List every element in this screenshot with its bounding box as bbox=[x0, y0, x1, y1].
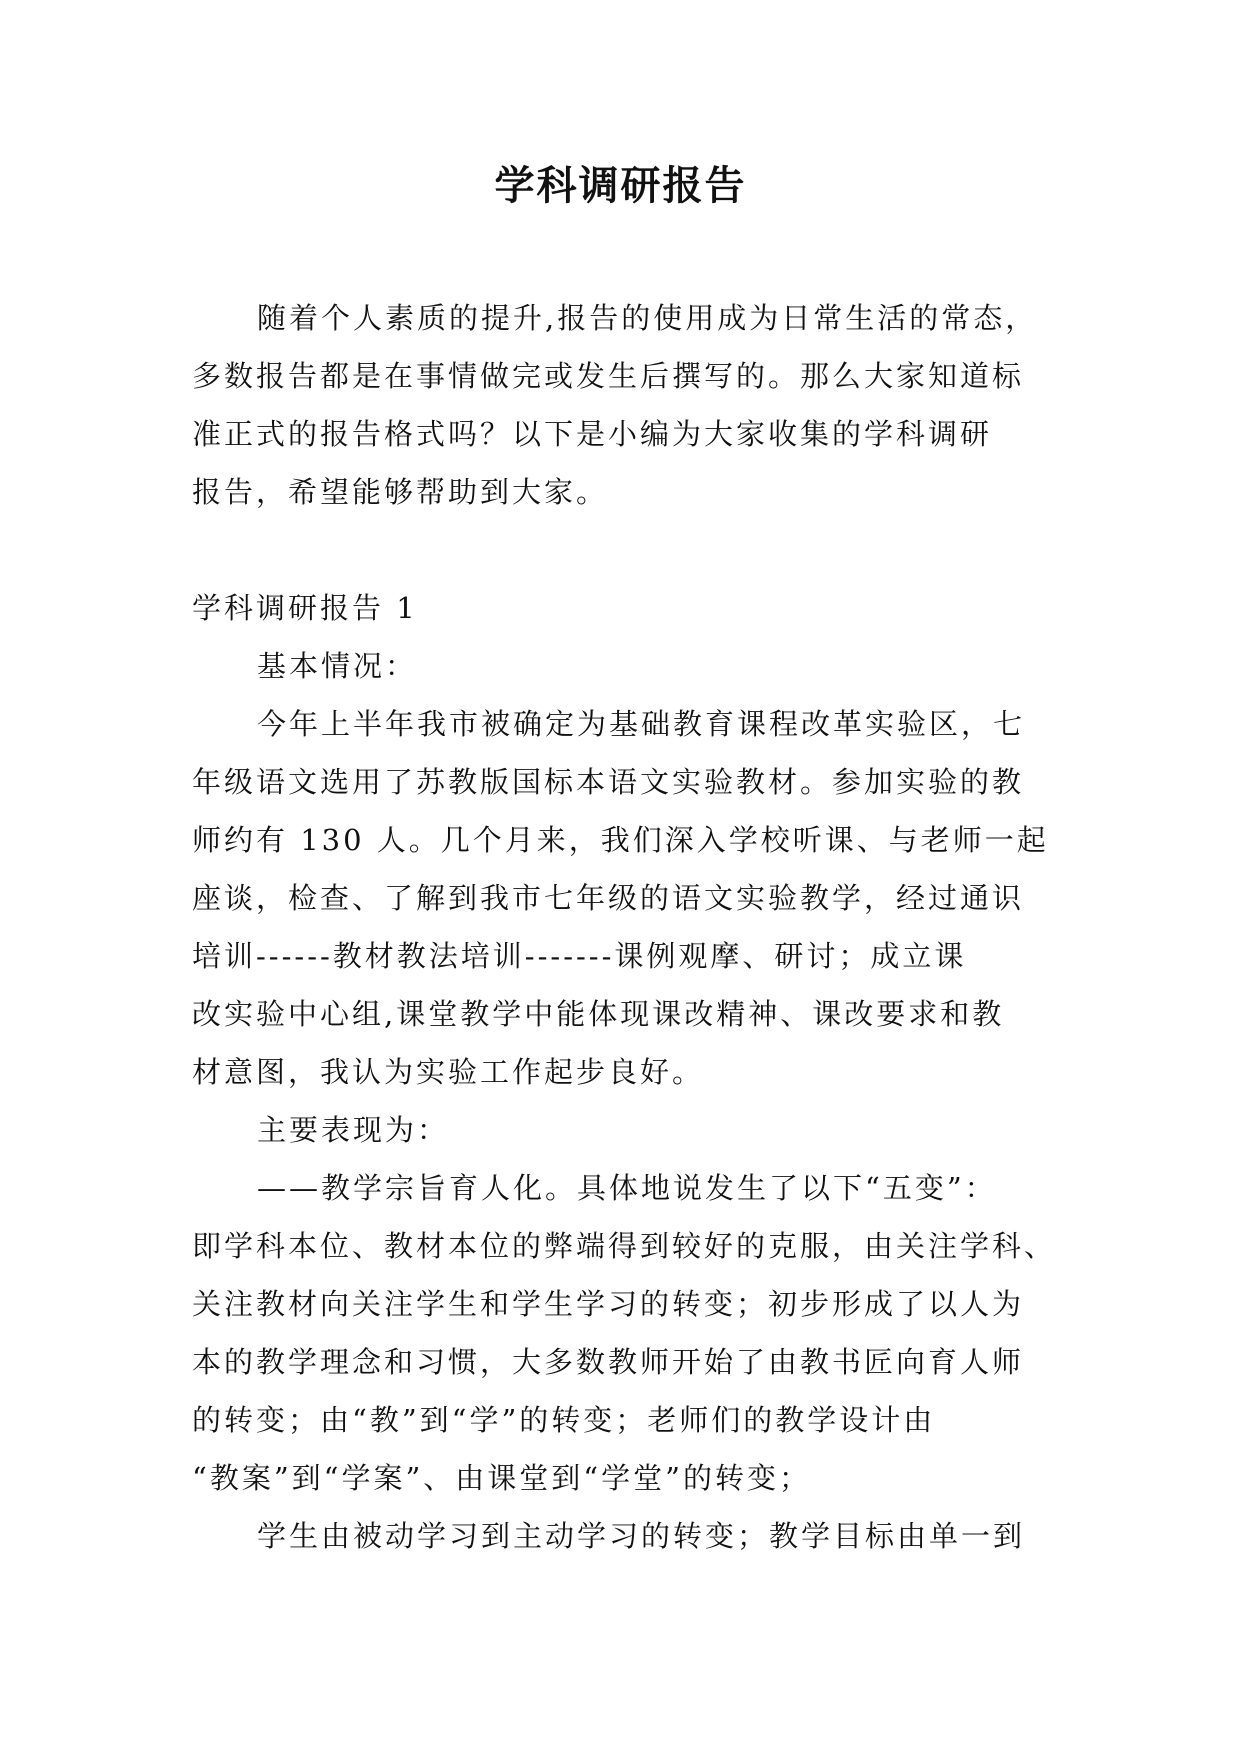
intro-line: 多数报告都是在事情做完或发生后撰写的。那么大家知道标 bbox=[192, 359, 1025, 393]
intro-line: 准正式的报告格式吗？以下是小编为大家收集的学科调研 bbox=[192, 417, 993, 451]
paragraph-line: 的转变；由“教”到“学”的转变；老师们的教学设计由 bbox=[192, 1403, 936, 1437]
paragraph-line: 培训------教材教法培训-------课例观摩、研讨；成立课 bbox=[192, 939, 967, 973]
paragraph-line: ——教学宗旨育人化。具体地说发生了以下“五变”： bbox=[257, 1171, 997, 1205]
intro-line: 报告，希望能够帮助到大家。 bbox=[192, 475, 609, 509]
paragraph-line: 师约有 130 人。几个月来，我们深入学校听课、与老师一起 bbox=[192, 823, 1049, 857]
paragraph-line: 材意图，我认为实验工作起步良好。 bbox=[192, 1055, 705, 1089]
paragraph-line: 关注教材向关注学生和学生学习的转变；初步形成了以人为 bbox=[192, 1287, 1025, 1321]
document-body bbox=[192, 289, 1057, 1565]
intro-line: 随着个人素质的提升,报告的使用成为日常生活的常态， bbox=[257, 301, 1038, 335]
paragraph-line: 本的教学理念和习惯，大多数教师开始了由教书匠向育人师 bbox=[192, 1345, 1025, 1379]
paragraph-line: 学生由被动学习到主动学习的转变；教学目标由单一到 bbox=[257, 1519, 1026, 1553]
document-title: 学科调研报告 bbox=[494, 163, 747, 209]
paragraph-line: “教案”到“学案”、由课堂到“学堂”的转变； bbox=[192, 1461, 811, 1495]
paragraph-spacer bbox=[192, 521, 1052, 579]
paragraph-line: 今年上半年我市被确定为基础教育课程改革实验区，七 bbox=[257, 707, 1026, 741]
paragraph-line: 年级语文选用了苏教版国标本语文实验教材。参加实验的教 bbox=[192, 765, 1025, 799]
basic-situation-label: 基本情况： bbox=[257, 649, 418, 683]
section-heading: 学科调研报告 1 bbox=[192, 591, 418, 625]
paragraph-line: 座谈，检查、了解到我市七年级的语文实验教学，经过通识 bbox=[192, 881, 1025, 915]
paragraph-line: 即学科本位、教材本位的弊端得到较好的克服，由关注学科、 bbox=[192, 1229, 1057, 1263]
main-performance-label: 主要表现为： bbox=[257, 1113, 450, 1147]
paragraph-line: 改实验中心组,课堂教学中能体现课改精神、课改要求和教 bbox=[192, 997, 1005, 1031]
